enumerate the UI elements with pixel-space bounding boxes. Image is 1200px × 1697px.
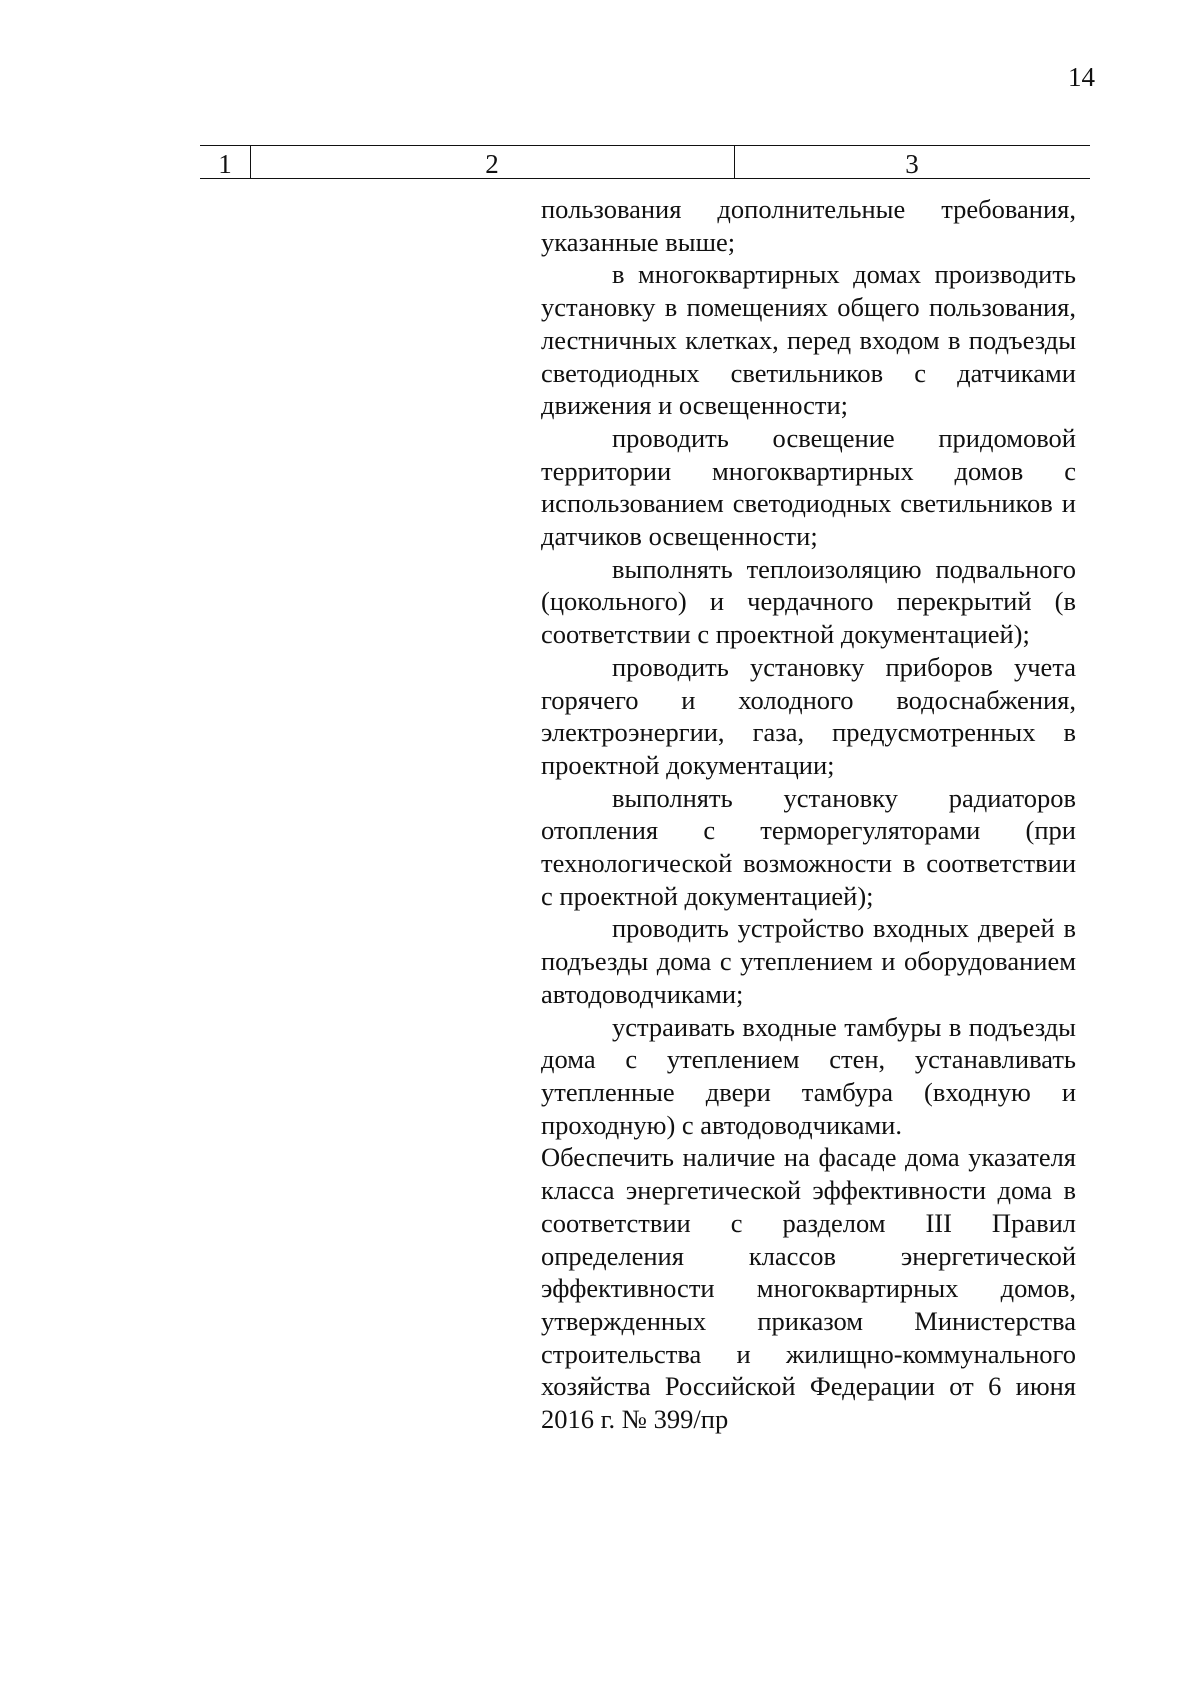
table-header-row	[200, 145, 1090, 179]
paragraph: пользования дополнительные требования, указанные выше;	[541, 194, 1076, 257]
paragraph: проводить устройство входных дверей в подъезды дома с утеплением и оборудованием автодоводчиками;	[541, 913, 1076, 1009]
paragraph: устраивать входные тамбуры в подъезды дома с утеплением стен, устанавливать утепленные двери тамбура (входную и проходную) с автодоводчиками.	[541, 1011, 1076, 1140]
table-column-2-header: 2	[485, 149, 499, 179]
paragraph: проводить освещение придомовой территории многоквартирных домов с использованием светодиодных светильников и датчиков освещенности;	[541, 422, 1076, 552]
page-number: 14	[1068, 62, 1095, 92]
paragraph: проводить установку приборов учета горячего и холодного водоснабжения, электроэнергии, газа, предусмотренных в проектной документации;	[541, 651, 1076, 780]
paragraph: Обеспечить наличие на фасаде дома указателя класса энергетической эффективности дома в соответствии с разделом III Правил определения классов энергетической эффективности многоквартирных домов, утвержденных приказом Министерства строительства и жилищно-коммунального хозяйства Российской Федерации от 6 июня 2016 г. № 399/пр	[541, 1142, 1076, 1435]
table-column-3-header: 3	[905, 149, 919, 179]
paragraph: в многоквартирных домах производить установку в помещениях общего пользования, лестничных клетках, перед входом в подъезды светодиодных светильников с датчиками движения и освещенности;	[541, 259, 1076, 421]
paragraph: выполнять установку радиаторов отопления с терморегуляторами (при технологической возможности в соответствии с проектной документацией);	[541, 782, 1076, 911]
paragraph: выполнять теплоизоляцию подвального (цокольного) и чердачного перекрытий (в соответствии с проектной документацией);	[541, 553, 1076, 650]
table-column-1-header: 1	[218, 149, 232, 179]
column-3-content	[541, 193, 1076, 1436]
